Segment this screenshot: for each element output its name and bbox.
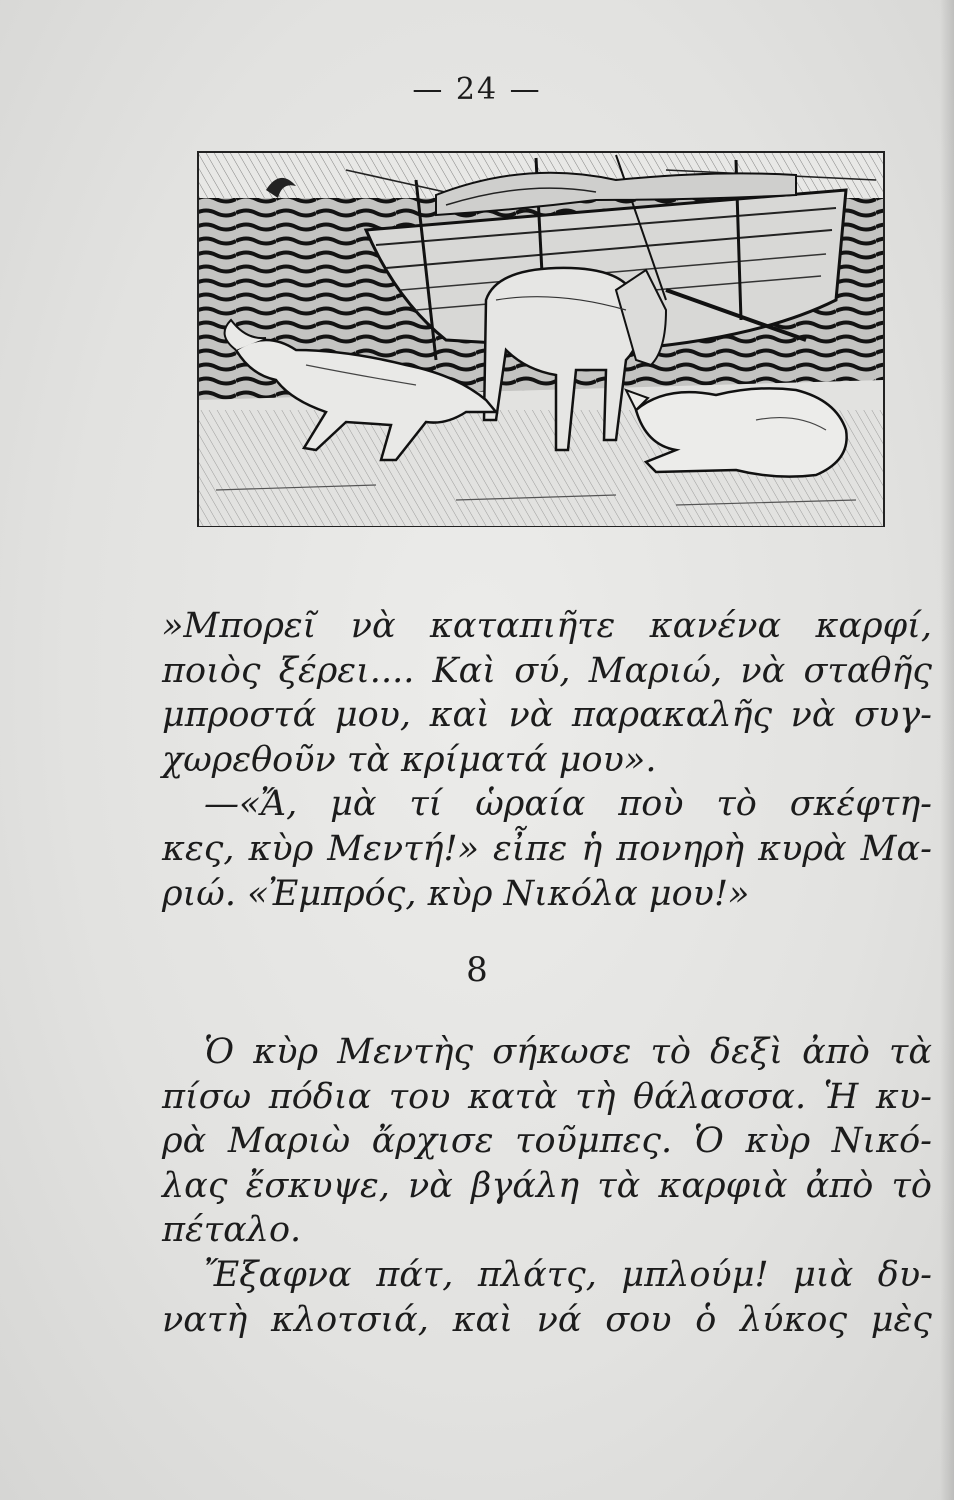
word: Ὁ [204,1032,235,1072]
word: κανένα [649,606,782,646]
word: κὺρ [745,1121,811,1162]
word: καταπιῆτε [429,606,616,646]
word: κὺρ [248,828,314,869]
word: μιὰ [793,1254,854,1295]
word: κυρὰ [758,828,847,869]
word: λύκος [739,1299,848,1340]
word: ξέρει.... [278,650,415,691]
word: νὰ [790,695,836,736]
word: τὸ [716,784,757,825]
word: —«Ἄ, [204,784,298,825]
word: σταθῆς [803,650,932,691]
word: νὰ [350,606,396,646]
word: κυ- [875,1076,932,1117]
word: Ὁ [693,1121,724,1162]
text-line [162,604,932,649]
word: πίσω [162,1076,252,1117]
word: τὰ [597,1165,641,1206]
text-line [162,693,932,738]
text-line [162,1253,932,1298]
word: Νικό- [831,1121,932,1162]
word: σου [605,1299,672,1340]
word: τὸ [650,1032,691,1072]
word: κες, [162,828,235,869]
word: νά [536,1299,582,1340]
word: τὴ [575,1076,616,1117]
word: νατὴ [162,1299,248,1340]
word: ποιὸς [162,650,261,691]
paragraph-1 [162,604,932,916]
text-line: χωρεθοῦν τὰ κρίματά μου». [162,739,657,780]
word: ὁ [695,1299,717,1340]
word: Μα- [860,828,932,869]
word: σήκωσε [492,1032,632,1072]
word: λας [162,1165,228,1206]
word: ἀπὸ [802,1032,870,1072]
word: τοῦμπες. [515,1121,673,1162]
word: Μεντὴς [337,1032,474,1072]
word: τὰ [888,1032,932,1072]
word: νὰ [740,650,786,691]
word: πόδια [268,1076,372,1117]
text-line [162,1298,932,1343]
word: νὰ [508,695,554,736]
word: καρφιὰ [658,1165,788,1206]
word: τὸ [891,1165,932,1206]
section-number: 8 [466,950,488,990]
word: παρακαλῆς [571,695,773,736]
illustration-drawing [196,150,886,528]
word: πλάτς, [477,1254,597,1295]
word: ὡραία [475,784,586,825]
word: σκέφτη- [789,784,932,825]
word: ἔσκυψε, [245,1165,390,1206]
word: μου, [334,695,412,736]
text-line [162,782,932,827]
word: δυ- [877,1254,932,1295]
word: Μαριώ, [588,650,723,691]
word: δεξὶ [710,1032,783,1072]
word: σύ, [514,650,571,691]
word: »Μπορεῖ [162,606,317,646]
text-line [162,1075,932,1120]
text-line [162,827,932,872]
word: εἶπε [493,828,568,869]
word: κλοτσιά, [270,1299,429,1340]
word: Μαριὼ [227,1121,351,1162]
word: Καὶ [432,650,497,691]
illustration [196,150,886,528]
word: ἀπὸ [805,1165,874,1206]
page-edge-shadow [940,0,954,1500]
word: ρὰ [162,1121,207,1162]
word: καὶ [452,1299,513,1340]
paragraph-2 [162,1030,932,1342]
word: ἡ [581,828,603,869]
word: Μεντή!» [327,828,479,869]
word: Ἔξαφνα [204,1254,352,1295]
word: καρφί, [815,606,932,646]
word: μὲς [870,1299,932,1340]
word: τί [409,784,443,825]
word: θάλασσα. [633,1076,807,1117]
text-line: ριώ. «Ἐμπρός, κὺρ Νικόλα μου!» [162,873,750,914]
word: συγ- [854,695,932,736]
page-number: — 24 — [412,72,542,107]
word: Ἡ [823,1076,859,1117]
word: ποὺ [618,784,684,825]
word: κατὰ [468,1076,558,1117]
text-line: πέταλο. [162,1210,302,1251]
word: μὰ [330,784,377,825]
text-line [162,649,932,694]
word: του [388,1076,451,1117]
word: πονηρὴ [616,828,745,869]
word: νὰ [408,1165,453,1206]
text-line [162,1030,932,1075]
word: μπροστά [162,695,317,736]
word: ἄρχισε [371,1121,494,1162]
word: βγάλη [471,1165,580,1206]
text-line [162,1119,932,1164]
text-line [162,1164,932,1209]
word: κὺρ [253,1032,319,1072]
word: μπλούμ! [621,1254,769,1295]
word: πάτ, [376,1254,454,1295]
word: καὶ [429,695,490,736]
